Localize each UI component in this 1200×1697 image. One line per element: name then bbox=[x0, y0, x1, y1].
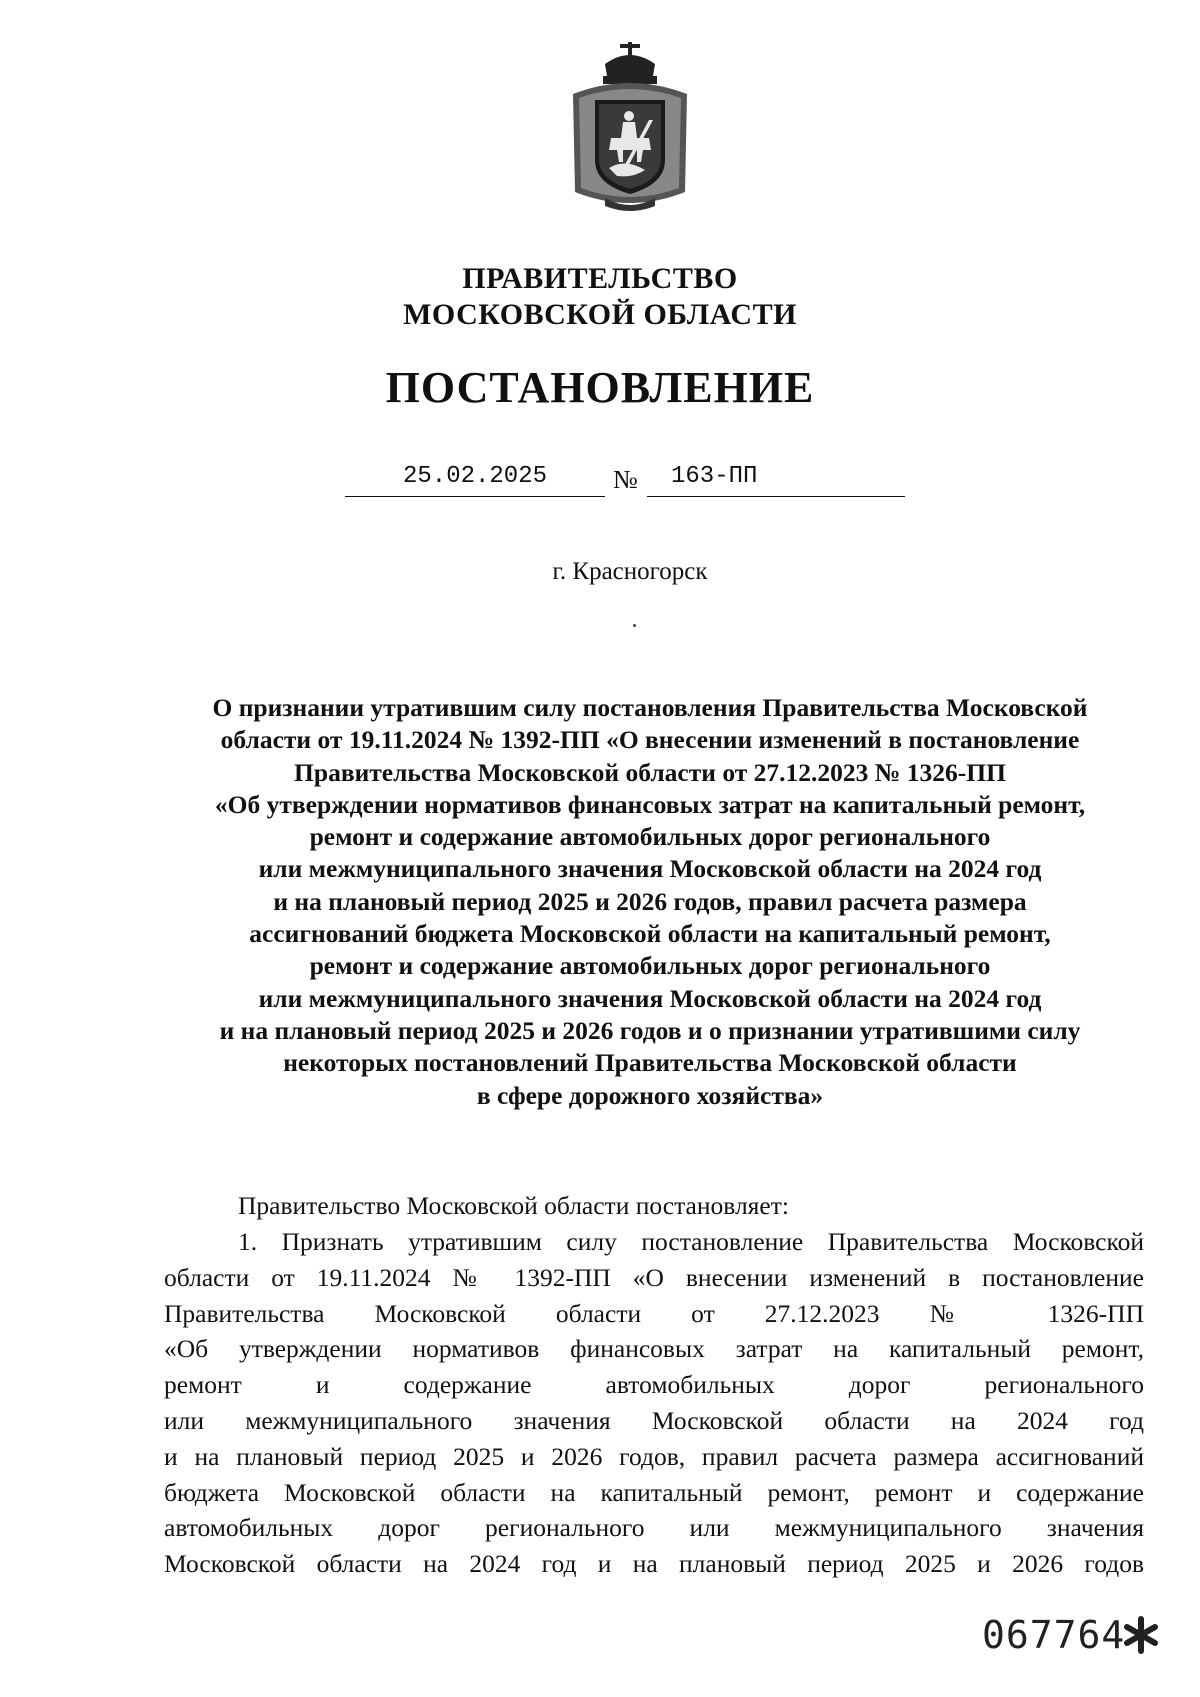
paragraph-line: автомобильных дорог регионального или межмуниципального значения bbox=[164, 1513, 1144, 1543]
title-line: в сфере дорожного хозяйства» bbox=[476, 1080, 824, 1110]
title-line: ассигнований бюджета Московской области на капитальный ремонт, bbox=[249, 919, 1051, 949]
title-line: некоторых постановлений Правительства Московской области bbox=[283, 1048, 1017, 1078]
paragraph-line: бюджета Московской области на капитальный ремонт, ремонт и содержание bbox=[164, 1477, 1144, 1507]
title-line: О признании утратившим силу постановления Правительства Московской bbox=[212, 693, 1088, 722]
city-name: г. Красногорск bbox=[552, 558, 708, 585]
paragraph-line: области от 19.11.2024 № 1392-ПП «О внесении изменений в постановление bbox=[164, 1262, 1144, 1292]
paragraph-line: ремонт и содержание автомобильных дорог регионального bbox=[164, 1370, 1144, 1400]
title-line: Правительства Московской области от 27.12.2023 № 1326-ПП bbox=[294, 757, 1006, 787]
title-line: и на плановый период 2025 и 2026 годов и о признании утратившими силу bbox=[219, 1015, 1081, 1045]
title-line: и на плановый период 2025 и 2026 годов, правил расчета размера bbox=[273, 886, 1027, 916]
serial-number: 067764 bbox=[982, 1613, 1126, 1657]
paragraph-line: Правительства Московской области от 27.12.2023 № 1326-ПП bbox=[164, 1298, 1144, 1328]
paragraph-line: Московской области на 2024 год и на плановый период 2025 и 2026 годов bbox=[164, 1549, 1144, 1579]
organization-name-line1: ПРАВИТЕЛЬСТВО bbox=[462, 262, 738, 295]
coat-of-arms-icon bbox=[565, 42, 695, 214]
number-sign: № bbox=[613, 465, 638, 494]
intro-paragraph: Правительство Московской области постановляет: bbox=[238, 1191, 789, 1220]
title-line: «Об утверждении нормативов финансовых затрат на капитальный ремонт, bbox=[214, 789, 1086, 819]
document-type-title: ПОСТАНОВЛЕНИЕ bbox=[385, 363, 815, 412]
title-line: области от 19.11.2024 № 1392-ПП «О внесении изменений в постановление bbox=[220, 725, 1080, 755]
title-line: ремонт и содержание автомобильных дорог регионального bbox=[309, 822, 991, 852]
paragraph-line: и на плановый период 2025 и 2026 годов, правил расчета размера ассигнований bbox=[164, 1441, 1144, 1471]
paragraph-line: или межмуниципального значения Московской области на 2024 год bbox=[164, 1405, 1144, 1435]
organization-name-line2: МОСКОВСКОЙ ОБЛАСТИ bbox=[403, 298, 797, 331]
body-paragraph-1 bbox=[164, 1224, 1144, 1582]
paragraph-line: 1. Признать утратившим силу постановление Правительства Московской bbox=[238, 1227, 1144, 1256]
body-intro bbox=[164, 1188, 1144, 1224]
document-date: 25.02.2025 bbox=[345, 458, 605, 497]
title-line: или межмуниципального значения Московской области на 2024 год bbox=[258, 854, 1042, 884]
scan-dot bbox=[633, 624, 636, 627]
asterisk-star-icon bbox=[1122, 1614, 1160, 1656]
resolution-title bbox=[160, 692, 1140, 1112]
document-meta bbox=[345, 458, 905, 498]
paragraph-line: «Об утверждении нормативов финансовых затрат на капитальный ремонт, bbox=[164, 1334, 1144, 1364]
title-line: или межмуниципального значения Московской области на 2024 год bbox=[258, 983, 1042, 1013]
title-line: ремонт и содержание автомобильных дорог регионального bbox=[309, 951, 991, 981]
document-number: 163-ПП bbox=[647, 458, 905, 497]
